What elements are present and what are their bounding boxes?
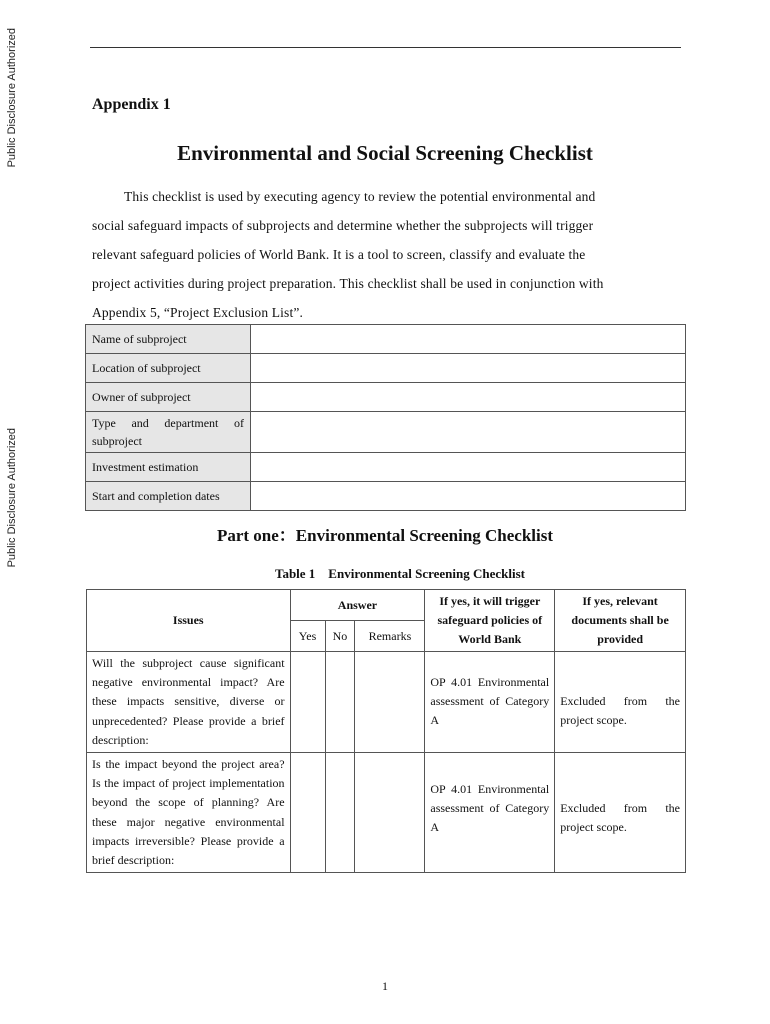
intro-line: Appendix 5, “Project Exclusion List”. <box>92 305 304 320</box>
table-row <box>86 383 686 412</box>
issue-cell: Will the subproject cause significant negative environmental impact? Are these impacts sensitive, diverse or unprecedented? Please provide a brief description: <box>87 652 291 753</box>
table-row <box>86 453 686 482</box>
info-label: Location of subproject <box>86 354 251 383</box>
remarks-cell <box>355 652 425 753</box>
info-label: Type and department of subproject <box>86 412 251 453</box>
intro-line: social safeguard impacts of subprojects and determine whether the subprojects will trigger <box>92 218 594 233</box>
policy-cell: OP 4.01 Environmental assessment of Category A <box>425 753 555 873</box>
documents-header: If yes, relevant documents shall be provided <box>555 590 686 652</box>
info-label: Start and completion dates <box>86 482 251 511</box>
intro-line: relevant safeguard policies of World Bank. It is a tool to screen, classify and evaluate the <box>92 247 586 262</box>
intro-paragraph <box>92 182 678 327</box>
no-cell <box>325 753 355 873</box>
documents-cell: Excluded from the project scope. <box>555 753 686 873</box>
public-disclosure-label-top: Public Disclosure Authorized <box>6 28 18 168</box>
answer-header: Answer <box>290 590 425 621</box>
subproject-info-table <box>85 324 686 511</box>
no-header: No <box>325 621 355 652</box>
intro-line: This checklist is used by executing agency to review the potential environmental and <box>124 189 596 204</box>
table-row <box>87 652 686 753</box>
info-value-cell <box>251 453 686 482</box>
public-disclosure-label-bottom: Public Disclosure Authorized <box>6 428 18 568</box>
remarks-cell <box>355 753 425 873</box>
info-value-cell <box>251 383 686 412</box>
policy-cell: OP 4.01 Environmental assessment of Category A <box>425 652 555 753</box>
intro-line: project activities during project preparation. This checklist shall be used in conjunction with <box>92 276 604 291</box>
documents-cell: Excluded from the project scope. <box>555 652 686 753</box>
issues-header: Issues <box>87 590 291 652</box>
info-value-cell <box>251 482 686 511</box>
table-row <box>87 753 686 873</box>
no-cell <box>325 652 355 753</box>
header-rule <box>90 47 681 48</box>
info-label: Owner of subproject <box>86 383 251 412</box>
table-header-row <box>87 590 686 621</box>
appendix-label: Appendix 1 <box>92 96 171 113</box>
environmental-screening-table <box>86 589 686 873</box>
table-row <box>86 354 686 383</box>
table-row <box>86 412 686 453</box>
page-number: 1 <box>382 979 388 993</box>
remarks-header: Remarks <box>355 621 425 652</box>
table-caption: Table 1 Environmental Screening Checklist <box>274 566 526 581</box>
info-value-cell <box>251 325 686 354</box>
info-value-cell <box>251 354 686 383</box>
info-value-cell <box>251 412 686 453</box>
issue-cell: Is the impact beyond the project area? Is the impact of project implementation beyond the scope of planning? Are these major negative environmental impacts irreversible? Please provide a brief description: <box>87 753 291 873</box>
policy-header: If yes, it will trigger safeguard policies of World Bank <box>425 590 555 652</box>
document-title: Environmental and Social Screening Checklist <box>177 141 593 165</box>
yes-cell <box>290 652 325 753</box>
table-row <box>86 325 686 354</box>
yes-cell <box>290 753 325 873</box>
info-label: Investment estimation <box>86 453 251 482</box>
table-row <box>86 482 686 511</box>
yes-header: Yes <box>290 621 325 652</box>
info-label: Name of subproject <box>86 325 251 354</box>
part-one-title: Part one：Environmental Screening Checklist <box>216 526 554 545</box>
